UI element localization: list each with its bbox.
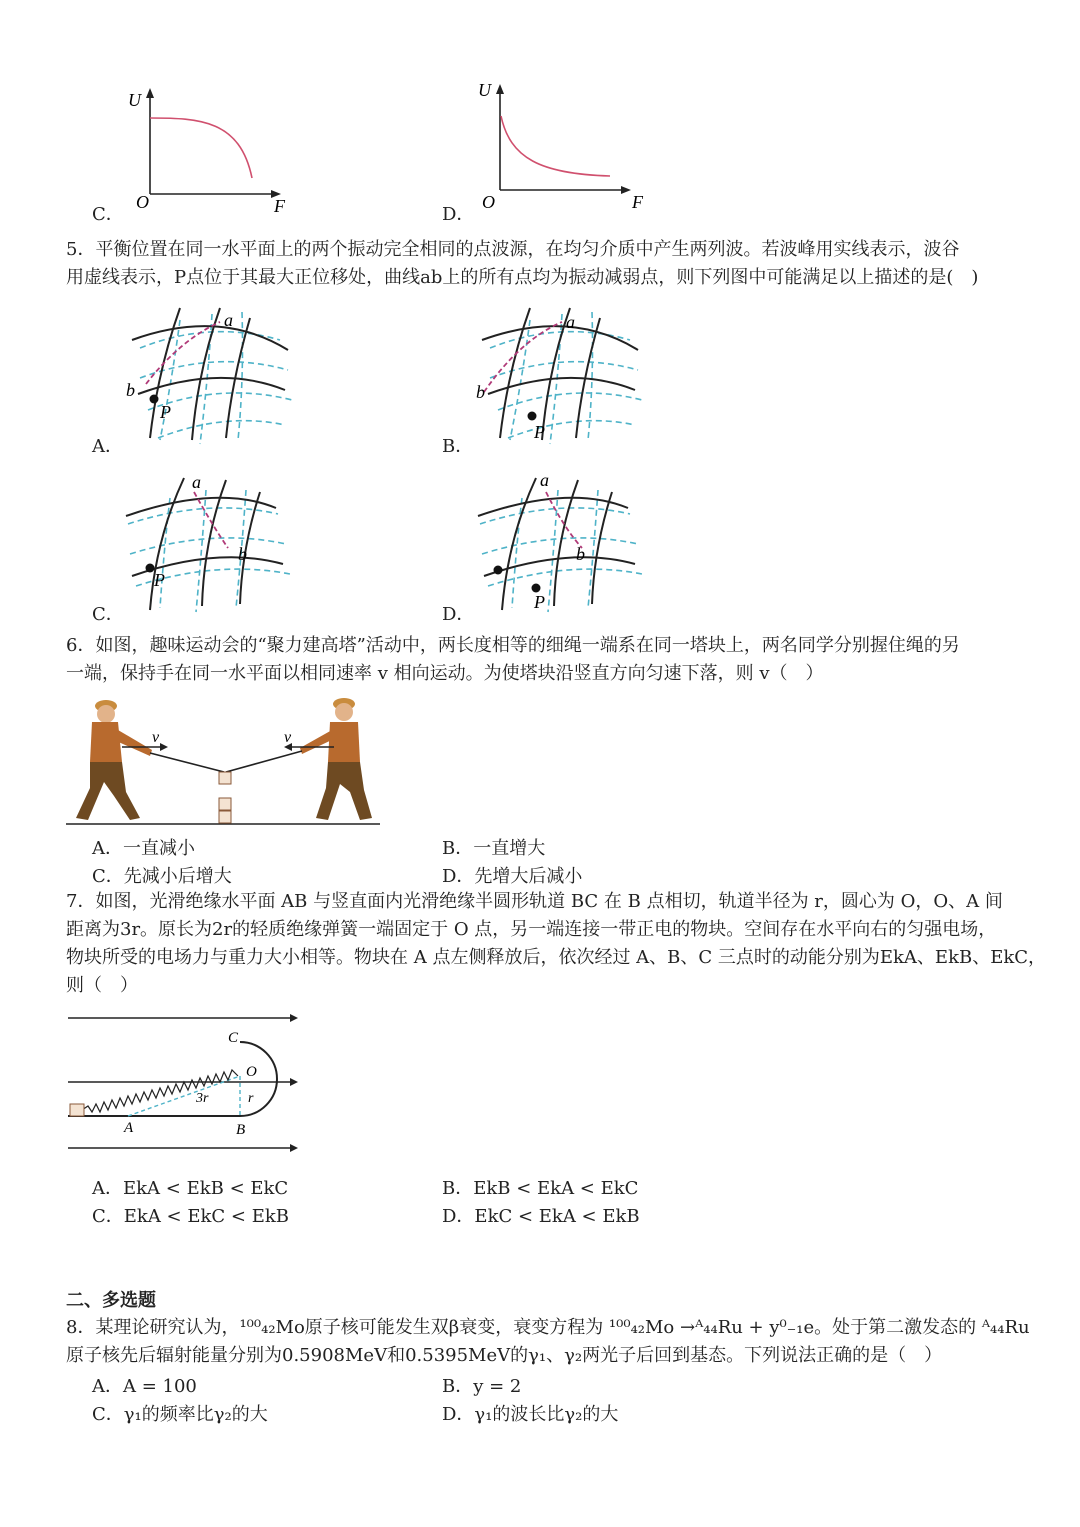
q5-option-b[interactable]: B． bbox=[442, 436, 474, 457]
q5-option-d[interactable]: D． bbox=[442, 604, 475, 625]
q7-question-line2: 距离为3r。原长为2r的轻质绝缘弹簧一端固定于 O 点，另一端连接一带正电的物块。空间存在水平向右的匀强电场， bbox=[66, 919, 997, 940]
q7-question-line1: 7．如图，光滑绝缘水平面 AB 与竖直面内光滑绝缘半圆形轨道 BC 在 B 点相切，轨道半径为 r，圆心为 O，O、A 间 bbox=[66, 891, 1003, 912]
q5-label-p: P bbox=[534, 422, 545, 442]
q4-option-c[interactable]: C． bbox=[92, 204, 124, 225]
q7-label-3r: 3r bbox=[196, 1091, 209, 1106]
q4-graph-d bbox=[440, 78, 660, 218]
q4-curve-c bbox=[150, 118, 252, 178]
q6-question-line2: 一端，保持手在同一水平面以相同速率 v 相向运动。为使塔块沿竖直方向匀速下落，则 v（ ） bbox=[66, 663, 824, 684]
q4-curve-d bbox=[501, 116, 610, 176]
q6-tower-figure bbox=[66, 692, 386, 828]
q5-question-line2: 用虚线表示，P点位于其最大正位移处，曲线ab上的所有点均为振动减弱点，则下列图中可能满足以上描述的是( ) bbox=[66, 267, 979, 288]
q5-option-c[interactable]: C． bbox=[92, 604, 124, 625]
q5-figure-b bbox=[470, 300, 650, 445]
q4-origin-label: O bbox=[482, 192, 495, 212]
q4-origin-label: O bbox=[136, 192, 149, 212]
q7-label-o: O bbox=[246, 1064, 257, 1080]
q4-axis-f-label: F bbox=[632, 192, 643, 212]
q7-option-b[interactable]: B．EkB < EkA < EkC bbox=[442, 1178, 639, 1199]
left-worker bbox=[76, 700, 152, 820]
q6-v-right: v bbox=[284, 729, 292, 746]
q7-label-c: C bbox=[228, 1030, 239, 1046]
q5-label-p: P bbox=[160, 402, 171, 422]
q5-label-b: b bbox=[576, 544, 585, 564]
q8-option-a[interactable]: A．A = 100 bbox=[92, 1376, 197, 1397]
q7-label-b: B bbox=[236, 1122, 246, 1138]
q8-option-d[interactable]: D．γ₁的波长比γ₂的大 bbox=[442, 1404, 619, 1425]
q4-axis-u-label: U bbox=[128, 90, 141, 110]
q7-question-line3: 物块所受的电场力与重力大小相等。物块在 A 点左侧释放后，依次经过 A、B、C 三点时的动能分别为EkA、EkB、EkC， bbox=[66, 947, 1047, 968]
section-title: 二、多选题 bbox=[66, 1290, 156, 1311]
q5-label-b: b bbox=[476, 382, 485, 402]
q8-option-c[interactable]: C．γ₁的频率比γ₂的大 bbox=[92, 1404, 268, 1425]
q8-option-b[interactable]: B．y = 2 bbox=[442, 1376, 522, 1397]
q5-label-b: b bbox=[126, 380, 135, 400]
q5-label-a: a bbox=[566, 312, 575, 332]
q5-option-a[interactable]: A． bbox=[92, 436, 123, 457]
q5-label-p: P bbox=[154, 570, 165, 590]
q8-question-line1: 8．某理论研究认为，¹⁰⁰₄₂Mo原子核可能发生双β衰变，衰变方程为 ¹⁰⁰₄₂Mo →ᴬ₄₄Ru + y⁰₋₁e。处于第二激发态的 ᴬ₄₄Ru bbox=[66, 1317, 1030, 1338]
q4-axis-f-label: F bbox=[274, 196, 285, 216]
q4-axis-u-label: U bbox=[478, 80, 491, 100]
q5-label-p: P bbox=[534, 592, 545, 612]
right-worker bbox=[300, 698, 372, 820]
q7-label-a: A bbox=[124, 1120, 134, 1136]
q5-label-a: a bbox=[192, 472, 201, 492]
q6-option-d[interactable]: D．先增大后减小 bbox=[442, 866, 583, 887]
q5-question-line1: 5．平衡位置在同一水平面上的两个振动完全相同的点波源，在均匀介质中产生两列波。若波峰用实线表示，波谷 bbox=[66, 239, 960, 260]
q5-figure-c bbox=[118, 468, 298, 613]
q8-question-line2: 原子核先后辐射能量分别为0.5908MeV和0.5395MeV的γ₁、γ₂两光子后回到基态。下列说法正确的是（ ） bbox=[66, 1345, 943, 1366]
q4-option-d[interactable]: D． bbox=[442, 204, 475, 225]
q7-option-a[interactable]: A．EkA < EkB < EkC bbox=[92, 1178, 289, 1199]
q5-label-a: a bbox=[540, 470, 549, 490]
q6-option-a[interactable]: A．一直减小 bbox=[92, 838, 195, 859]
q7-label-r: r bbox=[248, 1091, 254, 1106]
q6-option-c[interactable]: C．先减小后增大 bbox=[92, 866, 232, 887]
q7-option-d[interactable]: D．EkC < EkA < EkB bbox=[442, 1206, 640, 1227]
q7-track-figure bbox=[66, 1006, 316, 1156]
q6-option-b[interactable]: B．一直增大 bbox=[442, 838, 546, 859]
q6-question-line1: 6．如图，趣味运动会的“聚力建高塔”活动中，两长度相等的细绳一端系在同一塔块上，两名同学分别握住绳的另 bbox=[66, 635, 960, 656]
q7-question-line4: 则（ ） bbox=[66, 975, 138, 996]
q5-figure-d bbox=[470, 468, 650, 613]
q5-label-a: a bbox=[224, 310, 233, 330]
q6-v-left: v bbox=[152, 729, 160, 746]
q5-label-b: b bbox=[238, 544, 247, 564]
q5-figure-a bbox=[120, 300, 300, 445]
q7-option-c[interactable]: C．EkA < EkC < EkB bbox=[92, 1206, 289, 1227]
